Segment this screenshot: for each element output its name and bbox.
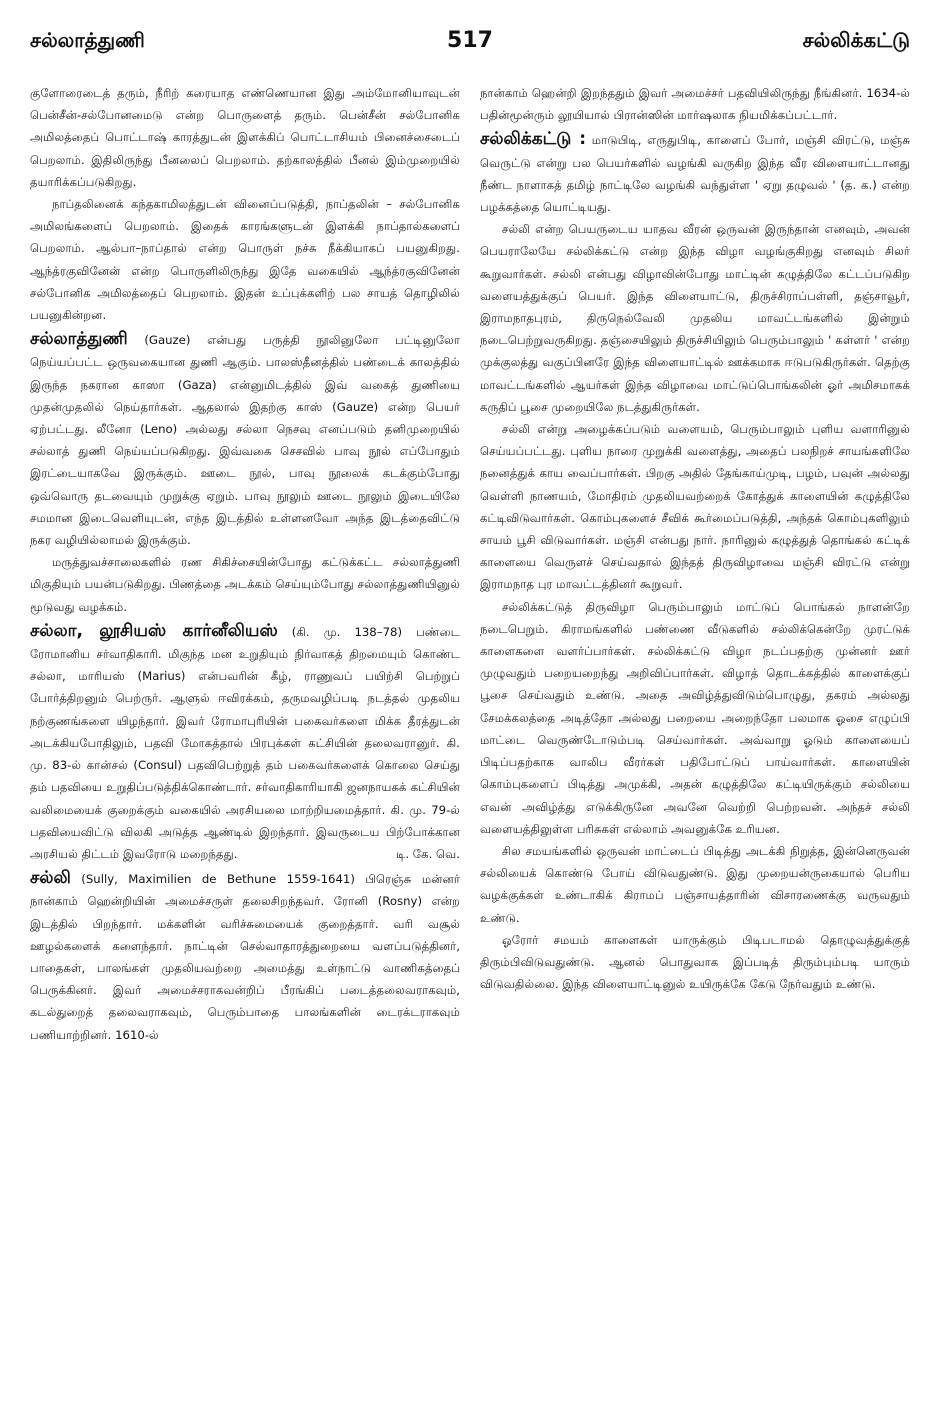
entry-headword: சல்லாத்துணி <box>30 329 128 350</box>
paragraph: மருத்துவச்சாலைகளில் ரண சிகிச்சையின்போது கட்டுக்கட்ட சல்லாத்துணி மிகுதியும் பயன்படுகிறது. பிணத்தை அடக்கம் செய்யும்போது சல்லாத்துணியினுல் மூடுவது வழக்கம். <box>30 555 460 614</box>
paragraph: சல்லி என்று அழைக்கப்படும் வளையம், பெரும்பாலும் புளிய வளாரினுல் செய்யப்பட்டது. புளிய நாரை முறுக்கி வளைத்து, அதைப் பலநிறச் சாயங்களிலே நனைத்துக் காய வைப்பார்கள். பிறகு அதில் தேங்காய்முடி, பழம், பவுன் அல்லது வெள்ளி நாணயம், மோதிரம் முதலியவற்றைக் கோத்துக் காளையின் கழுத்திலே கட்டிவிடுவார்கள். கொம்புகளைச் சீவிக் கூர்மைப்படுத்தி, அந்தக் கொம்புகளிலும் சாயம் பூசி விடுவார்கள். மஞ்சி என்பது நார். நாரினுல் கழுத்துத் தொங்கல் கட்டிக் காளையை வெருளச் செய்வதால் இந்தத் திருவிழாவை மஞ்சி விரட்டு என்று இராமநாத புர மாவட்டத்தினர் கூறுவர். <box>480 422 910 592</box>
entry-gauze <box>30 328 460 551</box>
paragraph: குளோரைடைத் தரும், நீரிற் கரையாத எண்ணெயான இது அம்மோனியாவுடன் பென்சீன்-சல்போனமைடு என்ற பொருளைத் தரும். பென்சீன் சல்போனிக அமிலத்தைப் பொட்டாஷ் காரத்துடன் இளக்கிப் பொட்டாசியம் பினைச்சைடைப் பெறலாம். இதிலிருந்து பீனலைப் பெறலாம். தற்காலத்தில் பீனல் இம்முறையில் தயாரிக்கப்படுகிறது. <box>30 86 460 189</box>
entry-body: (Gauze) என்பது பருத்தி நூலினுலோ பட்டினுலோ நெய்யப்பட்ட ஒருவகையான துணி ஆகும். பாலஸ்தீனத்தில் பண்டைக் காலத்தில் இருந்த நகரான காஸா (Gaza) என்னுமிடத்தில் இவ் வகைத் துணியை முதன்முதலில் நெய்தார்கள். ஆதலால் இதற்கு காஸ் (Gauze) என்ற பெயர் ஏற்பட்டது. லீனோ (Leno) அல்லது சல்லா நெசவு எனப்படும் தனிமுறையில் சல்லாத் துணி நெய்யப்படுகிறது. இவ்வகை செசவில் பாவு நூல் எப்போதும் இரட்டையாகவே இருக்கும். ஊடை நூல், பாவு நூலைக் கடக்கும்போது ஒவ்வொரு தடவையும் முறுக்கு ஏறும். பாவு நூலும் ஊடை நூலும் இடையிலே சமமான இடைவெளியுடன், எந்த இடத்தில் உள்ளனவோ அந்த இடத்தைவிட்டு நகர வழியில்லாமல் இருக்கும். <box>30 333 460 548</box>
paragraph: நாப்தலினைக் கந்தகாமிலத்துடன் வினைப்படுத்தி, நாப்தலின் – சல்போனிக அமிலங்களைப் பெறலாம். இதைக் காரங்களுடன் இளக்கி நாப்தால்களைப் பெறலாம். ஆல்பா–நாப்தால் என்ற பொருள் நச்சு நீக்கியாகப் பயனுகிறது. ஆந்த்ரகுவினேன் என்ற பொருளிலிருந்து இதே வகையில் ஆந்த்ரகுவினேன் சல்போனிக அமிலத்தைப் பெறலாம். இதன் உப்புக்களிற் பல சாயத் தொழிலில் பயனுகின்றன. <box>30 197 460 323</box>
paragraph: நான்காம் ஹென்றி இறந்ததும் இவர் அமைச்சர் பதவியிலிருந்து நீங்கினர். 1634-ல் பதின்மூன்ரும் லூயியால் பிரான்ஸின் மார்ஷலாக நியமிக்கப்பட்டார். <box>480 86 910 123</box>
left-column <box>30 82 460 1046</box>
page-header <box>30 28 910 72</box>
entry-headword: சல்லா, லூசியஸ் கார்னீலியஸ் <box>30 620 278 641</box>
entry-sulla <box>30 620 460 865</box>
paragraph: சில சமயங்களில் ஒருவன் மாட்டைப் பிடித்து அடக்கி நிறுத்த, இன்னெருவன் சல்லியைக் கொண்டு போய் விடுவதுண்டு. இது முறையன்ருகையால் பெரிய வழக்குக்கள் உண்டாகிக் கிராமப் பஞ்சாயத்தாரின் விசாரணைக்கு வருவதும் உண்டு. <box>480 843 910 925</box>
entry-body: மாடுபிடி, எருதுபிடி, காளைப் போர், மஞ்சி விரட்டு, மஞ்சு வெருட்டு என்று பல பெயர்களில் வழங்கி வருகிற இந்த வீர விளையாட்டானது நீண்ட நாளாகத் தமிழ் நாட்டிலே வழங்கி வந்துள்ள ' ஏறு தழுவல் ' (த. க.) என்ற பழக்கத்தை யொட்டியது. <box>480 133 910 215</box>
paragraph: சல்லி என்ற பெயருடைய யாதவ வீரன் ஒருவன் இருந்தான் எனவும், அவன் பெயராலேயே சல்லிக்கட்டு என்ற இந்த விழா வழங்குகிறது எனவும் சிலர் கூறுவார்கள். சல்லி என்பது விழாவின்போது மாட்டின் கழுத்திலே கட்டப்படுகிற வளையத்துக்குப் பெயர். இந்த விளையாட்டு, திருச்சிராப்பள்ளி, தஞ்சாவூர், இராமநாதபுரம், திருநெல்வேலி முதலிய மாவட்டங்களில் இன்றும் நடைபெற்றுவருகிறது. தஞ்சையிலும் திருச்சியிலும் பெரும்பாலும் ' கள்ளர் ' என்ற முக்குலத்து வகுப்பினரே இந்த விளையாட்டில் ஊக்கமாக ஈடுபடுகிருர்கள். தெற்கு மாவட்டங்களில் ஆயர்கள் இந்த விழாவை மாட்டுப்பொங்கலின் ஓர் அமிசமாகக் கருதிப் பூசை முறையிலே நடத்துகிருர்கள். <box>480 222 910 414</box>
entry-body: (கி. மு. 138–78) பண்டை ரோமானிய சர்வாதிகாரி. மிகுந்த மன உறுதியும் நிர்வாகத் திறமையும் கொண்ட சல்லா, மாரியஸ் (Marius) என்பவரின் கீழ், ராணுவப் பயிற்சி பெற்றுப் போர்த்திறனும் பெற்ருர். ஆளுல் ஈவிரக்கம், தருமவழிப்படி நடத்தல் முதலிய நற்குணங்களை யிழந்தார். இவர் ரோமாபுரியின் பகைவர்களை மிக்க தீரத்துடன் அடக்கியபோதிலும், பதவி மோகத்தால் பிரபுக்கள் கட்சியின் தலைவரானுர். கி. மு. 83-ல் கான்சல் (Consul) பதவிபெற்றுத் தம் பகைவர்களைக் கொலை செய்து தம் பதவியை உறுதிப்படுத்திக்கொண்டார். சர்வாதிகாரியாகி ஜனநாயகக் கட்சியின் வலிமையைக் குறைக்கும் வகையில் அரசியலை மாற்றியமைத்தார். கி. மு. 79-ல் பதவியைவிட்டு விலகி அடுத்த ஆண்டில் இறந்தார். இவருடைய பிற்போக்கான அரசியல் திட்டம் இவரோடு மறைந்தது. <box>30 624 461 861</box>
entry-sully <box>30 867 460 1046</box>
paragraph: சல்லிக்கட்டுத் திருவிழா பெரும்பாலும் மாட்டுப் பொங்கல் நாளன்றே நடைபெறும். கிராமங்களில் பண்ணை வீடுகளில் சல்லிக்கென்றே முரட்டுக் காளைகளை வளர்ப்பார்கள். சல்லிக்கட்டு விழா நடப்பதற்கு முன்னர் ஊர் முழுவதும் பறையறைந்து அறிவிப்பார்கள். விழாத் தொடக்கத்தில் காளைக்குப் பூசை செய்வதும் உண்டு. அதை அவிழ்த்துவிடும்பொழுது, தகரம் அல்லது சேமக்கலத்தை அடித்தோ அல்லது பறையை அறைந்தோ பலமாக ஓசை எழுப்பி மாட்டை வெருண்டோடும்படி செய்வார்கள். அவ்வாறு ஓடும் காளையைப் பிடிப்பதற்காக வாலிப வீரர்கள் பதிபோட்டுப் பாய்வார்கள். காளையின் கொம்புகளைப் பிடித்து அமுக்கி, அதன் கழுத்திலே கட்டியிருக்கும் சல்லியை எவன் அவிழ்த்து எடுக்கிருனே அவனே வெற்றி பெற்றவன். அந்தச் சல்லி வளையத்திலுள்ள பரிசுகள் எல்லாம் அவனுக்கே உரியன. <box>480 599 910 836</box>
page-number: 517 <box>447 28 493 53</box>
text-columns <box>30 82 910 1046</box>
right-column <box>480 82 910 1046</box>
entry-jallikattu <box>480 128 910 218</box>
running-head-right: சல்லிக்கட்டு <box>802 28 910 52</box>
entry-headword: சல்லி <box>30 868 71 889</box>
paragraph: ஓரோர் சமயம் காளைகள் யாருக்கும் பிடிபடாமல் தொழுவத்துக்குத் திரும்பிவிடுவதுண்டு. ஆனல் பொதுவாக இப்படித் திரும்பும்படி யாரும் விடுவதில்லை. இந்த விளையாட்டினுல் உயிருக்கே கேடு நேர்வதும் உண்டு. <box>480 932 910 992</box>
entry-headword: சல்லிக்கட்டு : <box>480 129 587 150</box>
entry-body: (Sully, Maximilien de Bethune 1559-1641) பிரெஞ்சு மன்னர் நான்காம் ஹென்றியின் அமைச்சருள் தலைசிறந்தவர். ரோனி (Rosny) என்ற இடத்தில் பிறந்தார். மக்களின் வரிச்சுமையைக் குறைத்தார். வரி வசூல் ஊழல்களைக் களைந்தார். நாட்டின் செல்வாதாரத்துறையை வளப்படுத்தினர், பாதைகள், பாலங்கள் முதலியவற்றை அமைத்து உள்நாட்டு வாணிகத்தைப் பெருக்கினர். இவர் அமைச்சராகவன்றிப் பீரங்கிப் படைத்தலைவராகவும், கடல்துறைத் தலைவராகவும், பெரும்பாதை பாலங்களின் டைரக்டராகவும் பணியாற்றினர். 1610-ல் <box>30 872 460 1042</box>
author-initials: டி. கே. வெ. <box>396 846 460 861</box>
running-head-left: சல்லாத்துணி <box>30 28 145 52</box>
